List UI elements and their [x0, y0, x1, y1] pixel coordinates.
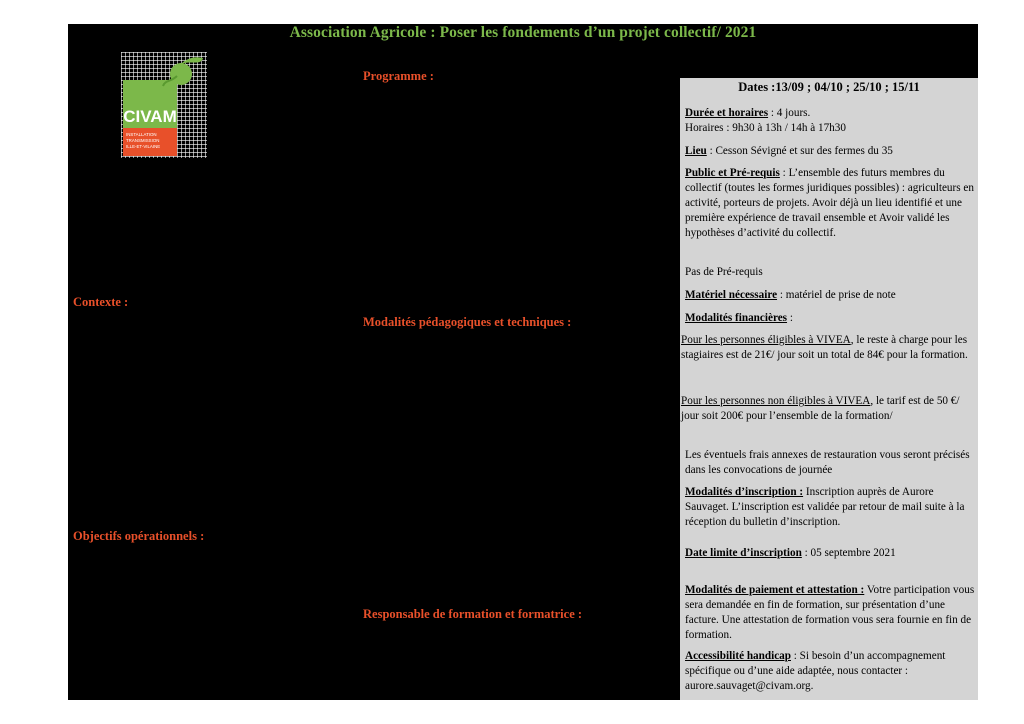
handicap-block — [685, 649, 975, 694]
duree-text: : 4 jours. — [768, 107, 811, 119]
horaires-text: Horaires : 9h30 à 13h / 14h à 17h30 — [685, 122, 846, 134]
public-text: : L’ensemble des futurs membres du collectif (toutes les formes juridiques possibles) : agriculteurs en activité, porteurs de projets. Avoir déjà un lieu identifié et une première expérience de travail ensemble et Avoir validé les hypothèses d’activité du collectif. — [685, 167, 974, 239]
eligibles-block — [681, 333, 975, 363]
inscription-label: Modalités d’inscription : — [685, 486, 804, 498]
materiel-block — [685, 288, 975, 303]
section-objectifs: Objectifs opérationnels : — [73, 529, 205, 543]
logo-subtitle-2: TRANSMISSION — [126, 138, 160, 143]
materiel-label: Matériel nécessaire — [685, 289, 778, 301]
non-eligibles-label: Pour les personnes non éligibles à VIVEA — [681, 395, 871, 407]
eligibles-text: , le reste à charge pour les stagiaires est de 21€/ jour soit un total de 84€ pour la formation. — [681, 334, 968, 361]
civam-logo — [121, 52, 207, 158]
prerequis-text: Pas de Pré-requis — [685, 266, 763, 278]
paiement-block — [685, 583, 975, 643]
lieu-block — [685, 144, 975, 159]
duree-label: Durée et horaires — [685, 107, 769, 119]
page-title: Association Agricole : Poser les fondements d’un projet collectif/ 2021 — [289, 24, 757, 41]
handicap-label: Accessibilité handicap — [685, 650, 791, 662]
dates-heading: Dates :13/09 ; 04/10 ; 25/10 ; 15/11 — [738, 80, 920, 94]
section-responsable: Responsable de formation et formatrice : — [363, 607, 583, 621]
inscription-block — [685, 485, 975, 530]
logo-subtitle-3: ILLE-ET-VILAINE — [126, 144, 161, 149]
public-label: Public et Pré-requis — [685, 167, 780, 179]
non-eligibles-text: , le tarif est de 50 €/ jour soit 200€ pour l’ensemble de la formation/ — [681, 395, 960, 422]
financieres-block — [685, 311, 975, 326]
logo-text: CIVAM — [123, 107, 177, 126]
public-block — [685, 166, 975, 241]
materiel-text: : matériel de prise de note — [777, 289, 896, 301]
handicap-text: : Si besoin d’un accompagnement spécifique ou d’une aide adaptée, nous contacter : aurore.sauvaget@civam.org. — [685, 650, 946, 692]
paiement-text: Votre participation vous sera demandée en fin de formation, sur présentation d’une facture. Une attestation de formation vous sera fournie en fin de formation. — [685, 584, 975, 641]
eligibles-label: Pour les personnes éligibles à VIVEA — [681, 334, 851, 346]
inscription-text: Inscription auprès de Aurore Sauvaget. L’inscription est validée par retour de mail suite à la réception du bulletin d’inscription. — [685, 486, 965, 528]
non-eligibles-block — [681, 394, 975, 424]
section-modalites: Modalités pédagogiques et techniques : — [363, 315, 572, 329]
logo-subtitle-1: INSTALLATION — [126, 132, 157, 137]
section-contexte: Contexte : — [73, 295, 129, 309]
duree-block — [685, 106, 975, 136]
logo-leaf-icon — [170, 63, 192, 85]
lieu-label: Lieu — [685, 145, 707, 157]
section-programme: Programme : — [363, 69, 434, 83]
financieres-text: : — [787, 312, 793, 324]
financieres-label: Modalités financières — [685, 312, 788, 324]
date-limite-block — [685, 546, 975, 561]
date-limite-text: : 05 septembre 2021 — [801, 547, 896, 559]
paiement-label: Modalités de paiement et attestation : — [685, 584, 865, 596]
date-limite-label: Date limite d’inscription — [685, 547, 802, 559]
frais-text: Les éventuels frais annexes de restauration vous seront précisés dans les convocations de journée — [685, 449, 970, 476]
lieu-text: : Cesson Sévigné et sur des fermes du 35 — [706, 145, 893, 157]
